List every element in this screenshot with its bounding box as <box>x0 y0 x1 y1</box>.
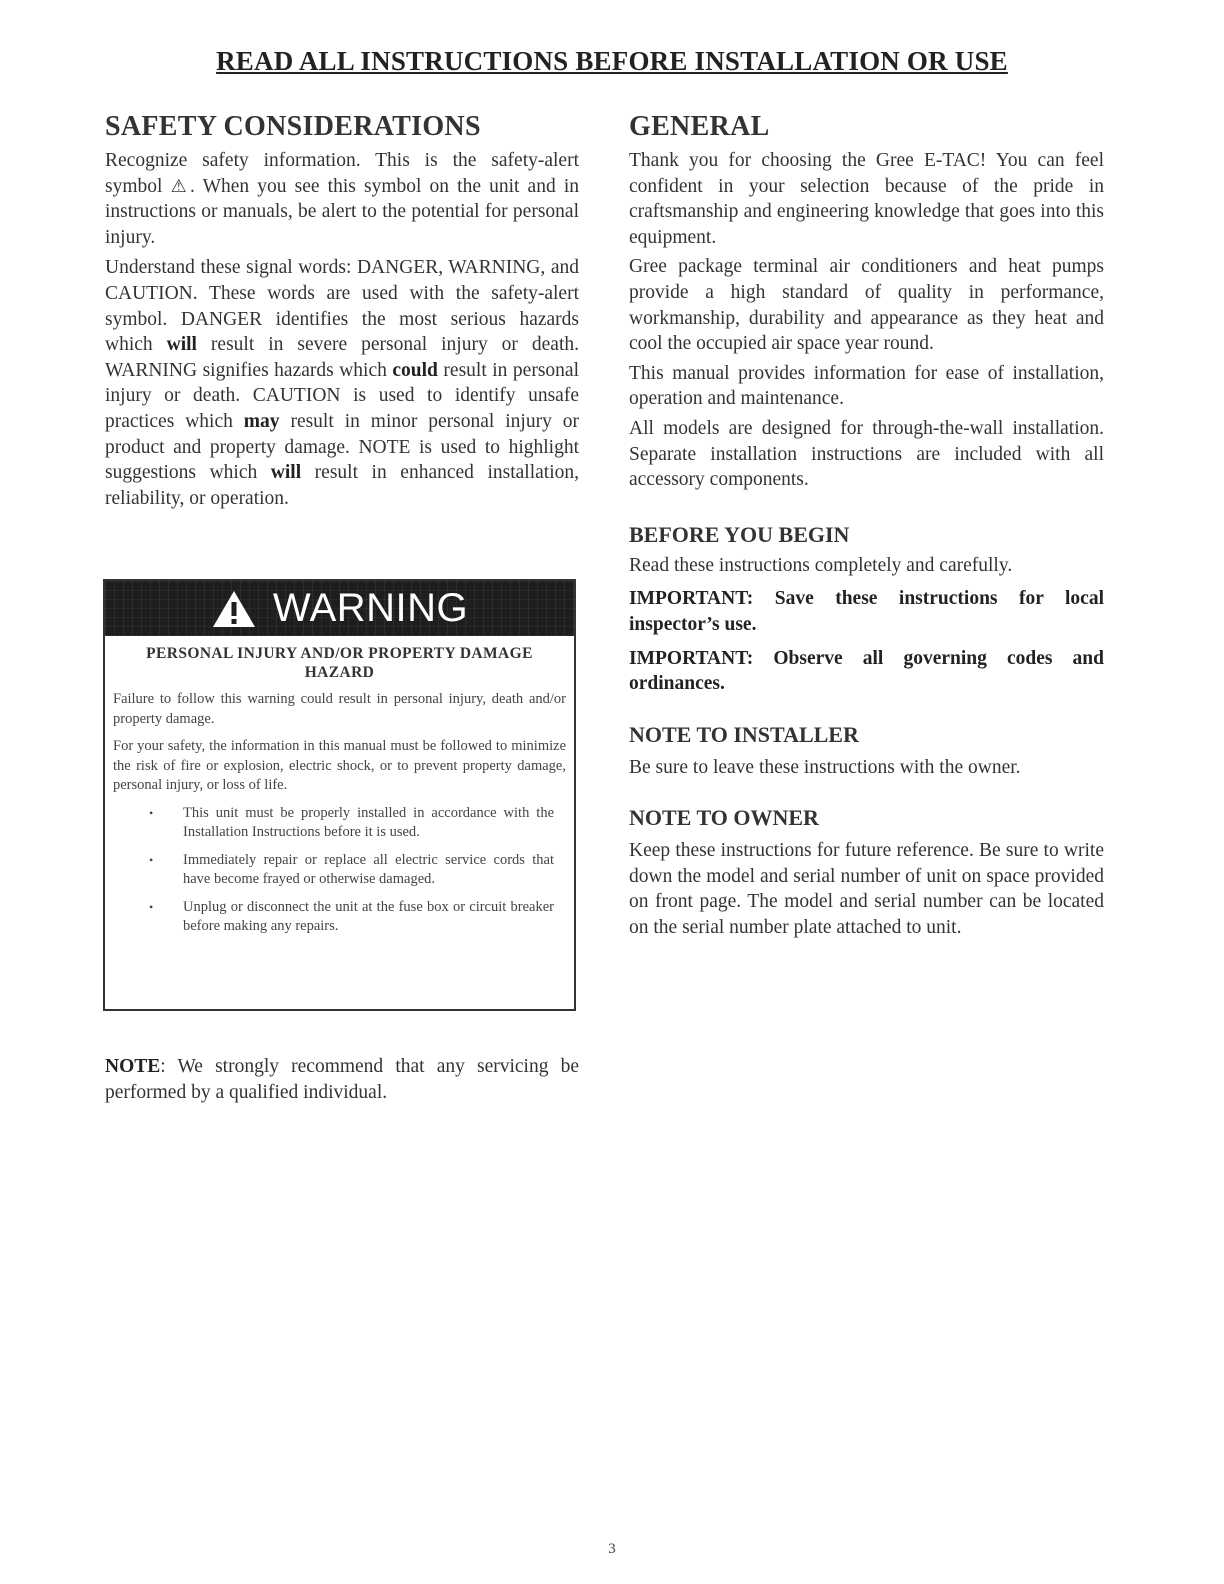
bullet-icon: • <box>149 899 154 914</box>
right-column <box>629 110 1104 941</box>
list-item: • Unplug or disconnect the unit at the fuse box or circuit breaker before making any repairs. <box>149 898 554 934</box>
left-column <box>105 110 579 511</box>
safety-heading: SAFETY CONSIDERATIONS <box>105 111 481 142</box>
important-note-2: IMPORTANT: Observe all governing codes and ordinances. <box>629 647 1104 695</box>
warning-subtitle: PERSONAL INJURY AND/OR PROPERTY DAMAGE HAZARD <box>146 645 533 681</box>
safety-paragraph-1: Recognize safety information. This is the safety-alert symbol ⚠. When you see this symbol on the unit and in instructions or manuals, be alert to the potential for personal injury. <box>105 150 580 248</box>
page-number: 3 <box>608 1541 616 1557</box>
bullet-icon: • <box>149 852 154 867</box>
safety-alert-icon: ⚠ <box>170 175 190 197</box>
general-heading: GENERAL <box>629 111 770 142</box>
important-note-1: IMPORTANT: Save these instructions for local inspector’s use. <box>629 588 1104 635</box>
servicing-note-text: NOTE: We strongly recommend that any servicing be performed by a qualified individual. <box>105 1056 579 1103</box>
list-item: • This unit must be properly installed in accordance with the Installation Instructions before it is used. <box>149 804 554 840</box>
warning-label: WARNING <box>272 586 469 630</box>
general-paragraph: Thank you for choosing the Gree E-TAC! You can feel confident in your selection because of the pride in craftsmanship and engineering knowledge that goes into this equipment. <box>629 150 1104 248</box>
page-title: READ ALL INSTRUCTIONS BEFORE INSTALLATION OR USE <box>216 46 1008 76</box>
warning-box <box>103 579 576 1011</box>
servicing-note <box>105 1054 579 1105</box>
warning-paragraph-1: Failure to follow this warning could result in personal injury, death and/or property damage. <box>113 691 566 727</box>
general-paragraph: This manual provides information for ease of installation, operation and maintenance. <box>629 362 1104 410</box>
before-heading: BEFORE YOU BEGIN <box>629 521 850 547</box>
bullet-icon: • <box>149 805 154 820</box>
warning-header <box>105 581 574 636</box>
warning-list <box>105 804 574 937</box>
owner-text: Keep these instructions for future reference. Be sure to write down the model and serial number of unit on space provided on front page. The model and serial number can be located on the serial number plate attached to unit. <box>629 840 1104 939</box>
general-paragraph: All models are designed for through-the-wall installation. Separate installation instructions are included with all accessory components. <box>629 417 1104 491</box>
owner-heading: NOTE TO OWNER <box>629 805 819 831</box>
before-text: Read these instructions completely and carefully. <box>629 554 1013 576</box>
installer-heading: NOTE TO INSTALLER <box>629 721 859 747</box>
list-item: • Immediately repair or replace all electric service cords that have become frayed or otherwise damaged. <box>149 851 554 887</box>
installer-text: Be sure to leave these instructions with the owner. <box>629 756 1021 778</box>
safety-paragraph-2: Understand these signal words: DANGER, WARNING, and CAUTION. These words are used with the safety-alert symbol. DANGER identifies the most serious hazards which will result in severe personal injury or death. WARNING signifies hazards which could result in personal injury or death. CAUTION is used to identify unsafe practices which may result in minor personal injury or product and property damage. NOTE is used to highlight suggestions which will result in enhanced installation, reliability, or operation. <box>105 257 579 509</box>
warning-paragraph-2: For your safety, the information in this manual must be followed to minimize the risk of fire or explosion, electric shock, or to prevent property damage, personal injury, or loss of life. <box>113 738 566 793</box>
general-paragraph: Gree package terminal air conditioners and heat pumps provide a high standard of quality in performance, workmanship, durability and appearance as they heat and cool the occupied air space year round. <box>629 256 1104 355</box>
warning-triangle-icon <box>211 589 257 629</box>
